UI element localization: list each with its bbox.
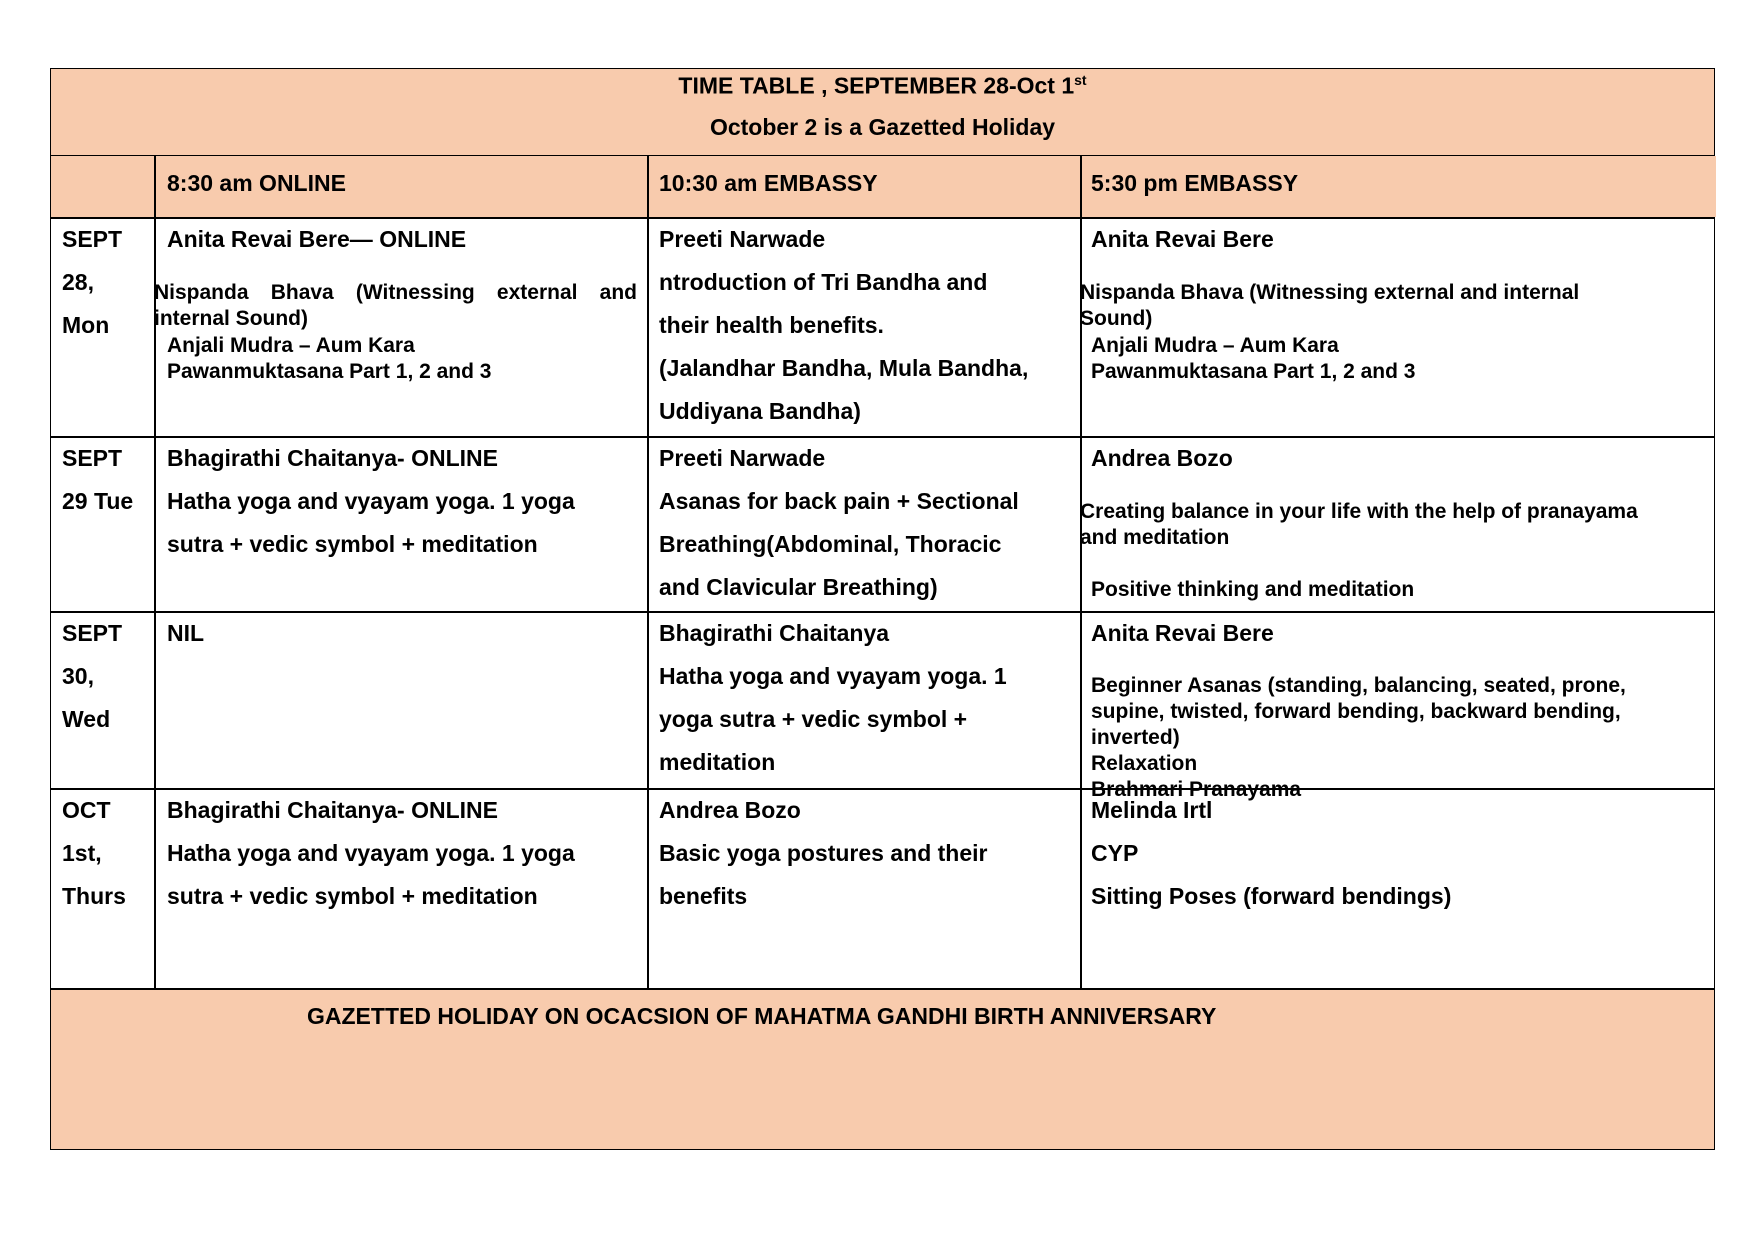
- desc-line: and meditation: [1080, 526, 1230, 549]
- desc-line: inverted): [1091, 726, 1180, 749]
- holiday-note: October 2 is a Gazetted Holiday: [709, 114, 1056, 140]
- desc-line: ntroduction of Tri Bandha and: [659, 269, 988, 295]
- day-line: Thurs: [62, 883, 126, 909]
- class-description: [659, 261, 1028, 433]
- desc-line: Positive thinking and meditation: [1091, 578, 1415, 601]
- teacher-name: Anita Revai Bere: [1091, 226, 1274, 252]
- class-description: [1080, 280, 1579, 332]
- class-description: [1091, 577, 1414, 603]
- teacher-name: Andrea Bozo: [1091, 445, 1233, 471]
- desc-line: Asanas for back pain + Sectional: [659, 488, 1019, 514]
- desc-line: and Clavicular Breathing): [659, 574, 938, 600]
- title-band: [51, 69, 1714, 156]
- class-description: [659, 832, 987, 918]
- day-cell: [62, 789, 126, 918]
- class-description: [1091, 333, 1415, 385]
- desc-line: Relaxation: [1091, 752, 1198, 775]
- timetable-title: [51, 72, 1714, 100]
- title-main: TIME TABLE , SEPTEMBER 28-Oct 1: [678, 72, 1075, 99]
- header-col2: 10:30 am EMBASSY: [659, 170, 878, 196]
- desc-line: Pawanmuktasana Part 1, 2 and 3: [167, 360, 492, 383]
- teacher-name: Bhagirathi Chaitanya- ONLINE: [167, 797, 498, 823]
- teacher-name: NIL: [167, 620, 205, 646]
- day-line: SEPT: [62, 226, 123, 252]
- desc-line: Beginner Asanas (standing, balancing, seated, prone,: [1091, 674, 1626, 697]
- desc-line: Breathing(Abdominal, Thoracic: [659, 531, 1002, 557]
- teacher-name: Andrea Bozo: [659, 797, 801, 823]
- desc-line: their health benefits.: [659, 312, 884, 338]
- class-description: [1091, 673, 1626, 803]
- desc-line: internal Sound): [154, 307, 308, 330]
- day-line: Mon: [62, 312, 110, 338]
- desc-line: Basic yoga postures and their: [659, 840, 988, 866]
- timetable: [50, 68, 1715, 1150]
- teacher-name: Anita Revai Bere— ONLINE: [167, 226, 467, 252]
- teacher-name: Preeti Narwade: [659, 226, 826, 252]
- desc-line: yoga sutra + vedic symbol +: [659, 706, 968, 732]
- class-description: [167, 480, 575, 566]
- day-cell: [62, 437, 133, 523]
- desc-line: Pawanmuktasana Part 1, 2 and 3: [1091, 360, 1416, 383]
- desc-line: Hatha yoga and vyayam yoga. 1: [659, 663, 1007, 689]
- desc-line: Nispanda Bhava (Witnessing external and internal: [1080, 281, 1580, 304]
- class-description: [659, 480, 1019, 609]
- teacher-name: Melinda Irtl: [1091, 797, 1213, 823]
- teacher-name: Bhagirathi Chaitanya- ONLINE: [167, 445, 498, 471]
- day-line: 30,: [62, 663, 94, 689]
- day-cell: [62, 612, 122, 741]
- desc-line: Sound): [1080, 307, 1153, 330]
- desc-line: sutra + vedic symbol + meditation: [167, 883, 538, 909]
- title-superscript: st: [1074, 72, 1087, 88]
- desc-line: meditation: [659, 749, 776, 775]
- desc-line: supine, twisted, forward bending, backward bending,: [1091, 700, 1621, 723]
- desc-line: sutra + vedic symbol + meditation: [167, 531, 538, 557]
- footer-band: [51, 989, 1714, 1149]
- desc-line: Anjali Mudra – Aum Kara: [1091, 334, 1339, 357]
- desc-line: Brahmari Pranayama: [1091, 778, 1302, 801]
- desc-line: Anjali Mudra – Aum Kara: [167, 334, 415, 357]
- day-line: 1st,: [62, 840, 102, 866]
- header-row: [51, 156, 1716, 217]
- class-description: [154, 280, 637, 332]
- desc-line: Hatha yoga and vyayam yoga. 1 yoga: [167, 488, 575, 514]
- day-line: SEPT: [62, 620, 123, 646]
- header-col3: 5:30 pm EMBASSY: [1091, 170, 1299, 196]
- day-line: SEPT: [62, 445, 123, 471]
- class-description: [167, 333, 491, 385]
- desc-line: Nispanda Bhava (Witnessing external and: [154, 281, 637, 304]
- desc-line: Uddiyana Bandha): [659, 398, 861, 424]
- teacher-name: Bhagirathi Chaitanya: [659, 620, 890, 646]
- day-cell: [62, 218, 122, 347]
- day-line: 29 Tue: [62, 488, 134, 514]
- desc-line: Hatha yoga and vyayam yoga. 1 yoga: [167, 840, 575, 866]
- day-line: OCT: [62, 797, 111, 823]
- class-description: [1080, 499, 1638, 551]
- teacher-name: Anita Revai Bere: [1091, 620, 1274, 646]
- desc-line: CYP: [1091, 840, 1139, 866]
- class-description: [167, 832, 575, 918]
- class-description: [659, 655, 1007, 784]
- desc-line: (Jalandhar Bandha, Mula Bandha,: [659, 355, 1029, 381]
- class-description: [1091, 832, 1451, 918]
- footer-text: GAZETTED HOLIDAY ON OCACSION OF MAHATMA GANDHI BIRTH ANNIVERSARY: [307, 1003, 1217, 1029]
- desc-line: Sitting Poses (forward bendings): [1091, 883, 1452, 909]
- header-col1: 8:30 am ONLINE: [167, 170, 346, 196]
- desc-line: benefits: [659, 883, 748, 909]
- desc-line: Creating balance in your life with the help of pranayama: [1080, 500, 1638, 523]
- day-line: 28,: [62, 269, 94, 295]
- day-line: Wed: [62, 706, 111, 732]
- teacher-name: Preeti Narwade: [659, 445, 826, 471]
